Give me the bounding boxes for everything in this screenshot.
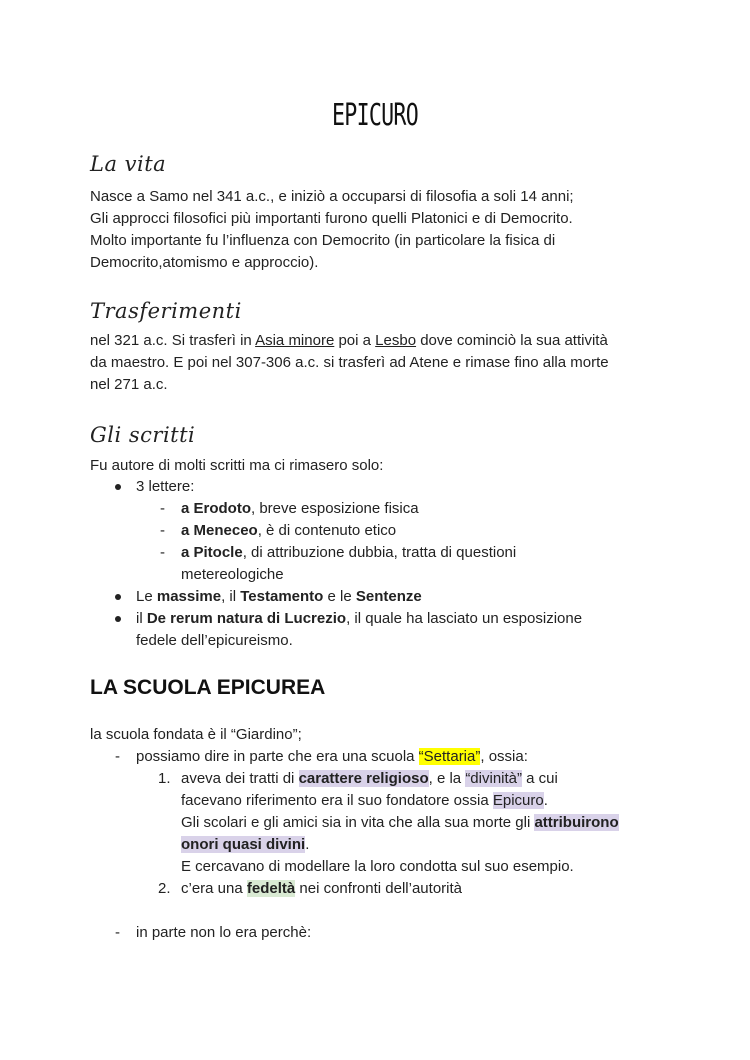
text-span: , ossia: bbox=[480, 748, 528, 765]
letter-dash: - bbox=[160, 500, 165, 517]
bullet-icon bbox=[115, 594, 121, 600]
text-span: , è di contenuto etico bbox=[257, 522, 397, 539]
scuola-item-2 bbox=[181, 878, 462, 900]
link-lesbo: Lesbo bbox=[375, 332, 417, 349]
heading-scuola-epicurea: LA SCUOLA EPICUREA bbox=[90, 676, 326, 699]
bold-text: massime bbox=[156, 588, 222, 605]
vita-line-1: Nasce a Samo nel 341 a.c., e iniziò a occuparsi di filosofia a soli 14 anni; bbox=[90, 188, 574, 205]
bold-text: a Pitocle bbox=[181, 544, 243, 561]
paragraph-trasferimenti bbox=[90, 330, 675, 396]
letter-erodoto bbox=[181, 498, 419, 520]
text-span: facevano riferimento era il suo fondatore ossia bbox=[181, 792, 493, 809]
text-span: Gli scolari e gli amici sia in vita che alla sua morte gli bbox=[181, 814, 535, 831]
scuola-item-1-line-2 bbox=[181, 790, 548, 812]
bold-text: Sentenze bbox=[355, 588, 422, 605]
document-title: EPICURO bbox=[332, 98, 418, 133]
trasferimenti-line-3: nel 271 a.c. bbox=[90, 376, 168, 393]
bold-text: a Erodoto bbox=[181, 500, 251, 517]
scuola-item-1-line-5: E cercavano di modellare la loro condotta sul suo esempio. bbox=[181, 858, 574, 875]
highlight-divinita: “divinità” bbox=[465, 770, 522, 787]
text-span: Le bbox=[136, 588, 157, 605]
text-span: , e la bbox=[428, 770, 466, 787]
text-span: , il bbox=[221, 588, 241, 605]
highlight-settaria: “Settaria” bbox=[418, 748, 481, 765]
dash-marker: - bbox=[115, 924, 120, 941]
text-span: , breve esposizione fisica bbox=[251, 500, 419, 517]
text-span: dove cominciò la sua attività bbox=[416, 332, 608, 349]
scritti-intro: Fu autore di molti scritti ma ci rimasero solo: bbox=[90, 457, 384, 474]
text-span: possiamo dire in parte che era una scuola bbox=[136, 748, 419, 765]
bullet-icon bbox=[115, 616, 121, 622]
highlight-attribuirono: attribuirono bbox=[534, 814, 619, 831]
letter-pitocle bbox=[181, 542, 516, 564]
highlight-fedelta: fedeltà bbox=[246, 880, 296, 897]
scuola-dash-settaria bbox=[136, 746, 528, 768]
scuola-item-1-line-1 bbox=[181, 768, 558, 790]
heading-gli-scritti: Gli scritti bbox=[90, 423, 196, 447]
scritti-bullet-lucrezio-cont: fedele dell’epicureismo. bbox=[136, 632, 293, 649]
letter-dash: - bbox=[160, 522, 165, 539]
text-span: c’era una bbox=[181, 880, 247, 897]
text-span: e le bbox=[323, 588, 356, 605]
text-span: , di attribuzione dubbia, tratta di questioni bbox=[242, 544, 517, 561]
text-span: nei confronti dell’autorità bbox=[295, 880, 462, 897]
list-number: 2. bbox=[158, 880, 171, 897]
bold-text: Testamento bbox=[240, 588, 324, 605]
vita-line-2: Gli approcci filosofici più importanti furono quelli Platonici e di Democrito. bbox=[90, 210, 573, 227]
text-span: , il quale ha lasciato un esposizione bbox=[346, 610, 583, 627]
trasferimenti-line-2: da maestro. E poi nel 307-306 a.c. si trasferì ad Atene e rimase fino alla morte bbox=[90, 354, 609, 371]
vita-line-3: Molto importante fu l’influenza con Democrito (in particolare la fisica di bbox=[90, 232, 556, 249]
highlight-carattere-religioso: carattere religioso bbox=[298, 770, 429, 787]
paragraph-vita bbox=[90, 186, 675, 274]
list-number: 1. bbox=[158, 770, 171, 787]
text-span: poi a bbox=[334, 332, 376, 349]
scritti-bullet-lettere: 3 lettere: bbox=[136, 478, 195, 495]
text-span: il bbox=[136, 610, 147, 627]
bold-text: De rerum natura di Lucrezio bbox=[146, 610, 347, 627]
highlight-onori-quasi-divini: onori quasi divini bbox=[181, 836, 306, 853]
text-span: . bbox=[543, 792, 548, 809]
scuola-item-1-line-3 bbox=[181, 812, 619, 834]
link-asia-minore: Asia minore bbox=[255, 332, 335, 349]
text-span: . bbox=[305, 836, 310, 853]
text-span: a cui bbox=[522, 770, 558, 787]
heading-la-vita: La vita bbox=[90, 152, 167, 176]
scritti-bullet-massime bbox=[136, 586, 422, 608]
letter-dash: - bbox=[160, 544, 165, 561]
scuola-intro: la scuola fondata è il “Giardino”; bbox=[90, 726, 302, 743]
text-span: aveva dei tratti di bbox=[181, 770, 299, 787]
bullet-icon bbox=[115, 484, 121, 490]
vita-line-4: Democrito,atomismo e approccio). bbox=[90, 254, 319, 271]
bold-text: a Meneceo bbox=[181, 522, 258, 539]
highlight-epicuro: Epicuro bbox=[492, 792, 544, 809]
text-span: nel 321 a.c. Si trasferì in bbox=[90, 332, 256, 349]
heading-trasferimenti: Trasferimenti bbox=[90, 299, 242, 323]
scritti-bullet-lucrezio bbox=[136, 608, 582, 630]
letter-pitocle-cont: metereologiche bbox=[181, 566, 284, 583]
scuola-dash-non-settaria: in parte non lo era perchè: bbox=[136, 924, 312, 941]
scuola-item-1-line-4 bbox=[181, 834, 309, 856]
trasferimenti-line-1 bbox=[90, 330, 675, 352]
dash-marker: - bbox=[115, 748, 120, 765]
letter-meneceo bbox=[181, 520, 396, 542]
